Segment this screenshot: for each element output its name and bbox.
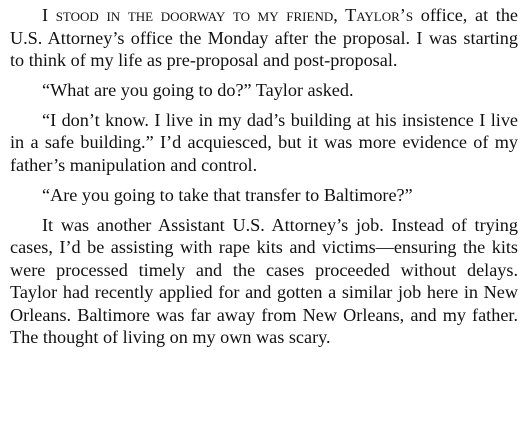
paragraph-2: “What are you going to do?” Taylor asked. <box>42 79 354 100</box>
paragraph-1 <box>10 4 518 72</box>
paragraph-lead-small-caps: I stood in the doorway to my friend, Taylor’s <box>42 5 414 25</box>
paragraph-5: It was another Assistant U.S. Attorney’s job. Instead of trying cases, I’d be assisting with rape kits and victims—ensuring the kits were processed timely and the cases proceeded without delays. Taylor had recently applied for and gotten a similar job here in New Orleans. Baltimore was far away from New Orleans, and my father. The thought of living on my own was scary. <box>10 214 518 348</box>
paragraph-1-text: office, at the U.S. Attorney’s office the Monday after the proposal. I was starting to think of my life as pre-proposal and post-proposal. <box>10 5 518 70</box>
book-page <box>10 4 518 356</box>
paragraph-4: “Are you going to take that transfer to Baltimore?” <box>42 184 413 205</box>
paragraph-3: “I don’t know. I live in my dad’s building at his insistence I live in a safe building.” I’d acquiesced, but it was more evidence of my father’s manipulation and control. <box>10 109 518 175</box>
